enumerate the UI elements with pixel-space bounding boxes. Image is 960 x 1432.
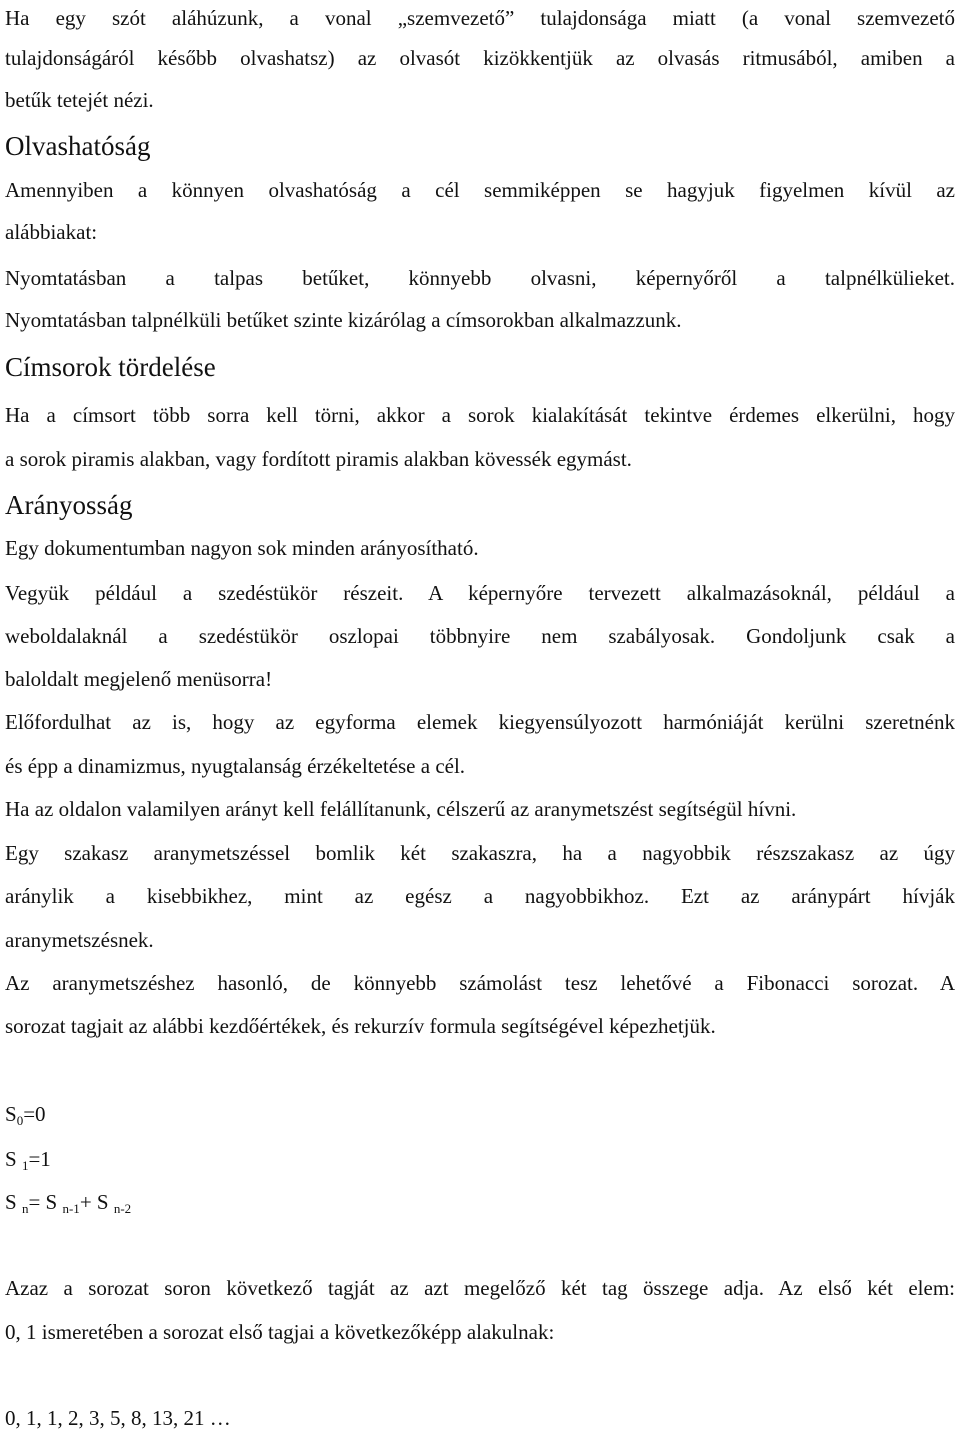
paragraph-line: 0, 1 ismeretében a sorozat első tagjai a következőképp alakulnak:: [5, 1320, 555, 1344]
fibonacci-sequence: 0, 1, 1, 2, 3, 5, 8, 13, 21 …: [5, 1406, 231, 1430]
paragraph-line: Amennyiben a könnyen olvashatóság a cél semmiképpen se hagyjuk figyelmen kívül az: [5, 178, 955, 202]
paragraph-line: és épp a dinamizmus, nyugtalanság érzékeltetése a cél.: [5, 754, 466, 778]
section-heading-aranyossag: Arányosság: [5, 490, 133, 520]
paragraph-line: Egy dokumentumban nagyon sok minden arányosítható.: [5, 536, 479, 560]
paragraph-line: Ha a címsort több sorra kell törni, akkor a sorok kialakítását tekintve érdemes elkerülni, hogy: [5, 403, 955, 427]
paragraph-line: alábbiakat:: [5, 220, 98, 244]
paragraph-line: baloldalt megjelenő menüsorra!: [5, 667, 273, 691]
section-heading-cimsorok: Címsorok tördelése: [5, 352, 216, 382]
paragraph-line: Ha egy szót aláhúzunk, a vonal „szemvezető” tulajdonsága miatt (a vonal szemvezető: [5, 6, 955, 30]
paragraph-line: Nyomtatásban talpnélküli betűket szinte kizárólag a címsorokban alkalmazzunk.: [5, 308, 682, 332]
paragraph-line: Előfordulhat az is, hogy az egyforma elemek kiegyensúlyozott harmóniáját kerülni szeretnénk: [5, 710, 955, 734]
paragraph-line: Vegyük például a szedéstükör részeit. A képernyőre tervezett alkalmazásoknál, például a: [5, 581, 955, 605]
paragraph-line: Az aranymetszéshez hasonló, de könnyebb számolást tesz lehetővé a Fibonacci sorozat. A: [5, 971, 955, 995]
paragraph-line: weboldalaknál a szedéstükör oszlopai többnyire nem szabályosak. Gondoljunk csak a: [5, 624, 955, 648]
paragraph-line: Nyomtatásban a talpas betűket, könnyebb olvasni, képernyőről a talpnélkülieket.: [5, 266, 955, 290]
paragraph-line: Ha az oldalon valamilyen arányt kell felállítanunk, célszerű az aranymetszést segítségül hívni.: [5, 797, 797, 821]
formula-s1: S $_1$=1: [5, 1147, 51, 1173]
paragraph-line: betűk tetejét nézi.: [5, 88, 154, 112]
paragraph-line: aranymetszésnek.: [5, 928, 154, 952]
section-heading-olvashatosag: Olvashatóság: [5, 131, 151, 161]
formula-s0: $S_0=0$: [5, 1102, 46, 1128]
paragraph-line: Egy szakasz aranymetszéssel bomlik két szakaszra, ha a nagyobbik részszakasz az úgy: [5, 841, 955, 865]
paragraph-line: sorozat tagjait az alábbi kezdőértékek, és rekurzív formula segítségével képezhetjük.: [5, 1014, 716, 1038]
formula-recursive: S $_n$= S $_{n-1}$+ S $_{n-2}$: [5, 1190, 132, 1216]
paragraph-line: Azaz a sorozat soron következő tagját az azt megelőző két tag összege adja. Az első két elem:: [5, 1276, 955, 1300]
paragraph-line: aránylik a kisebbikhez, mint az egész a nagyobbikhoz. Ezt az aránypárt hívják: [5, 884, 955, 908]
paragraph-line: a sorok piramis alakban, vagy fordított piramis alakban kövessék egymást.: [5, 447, 632, 471]
paragraph-line: tulajdonságáról később olvashatsz) az olvasót kizökkentjük az olvasás ritmusából, amiben a: [5, 46, 955, 70]
